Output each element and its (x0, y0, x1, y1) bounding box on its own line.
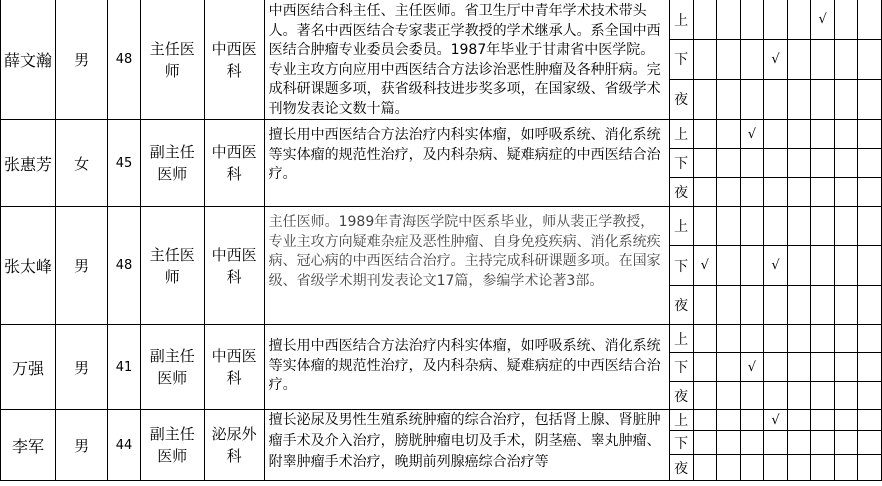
doctor-gender: 男 (56, 325, 108, 410)
doctor-department: 中西医 科 (204, 325, 264, 410)
shift-label-afternoon: 下 (669, 149, 693, 178)
doctor-name: 万强 (1, 325, 56, 410)
doctor-description: 擅长泌尿及男性生殖系统肿瘤的综合治疗，包括肾上腺、肾脏肿瘤手术及介入治疗，膀胱肿瘤电切及手术，阴茎癌、睾丸肿瘤、附睾肿瘤手术治疗，晚期前列腺癌综合治疗等 (264, 410, 669, 481)
doctor-name: 李军 (1, 410, 56, 481)
shift-label-afternoon: 下 (669, 431, 693, 455)
check-mark: √ (693, 246, 717, 286)
shift-label-morning: 上 (669, 120, 693, 149)
shift-label-morning: 上 (669, 207, 693, 246)
doctor-department: 中西医 科 (204, 207, 264, 325)
shift-label-night: 夜 (669, 455, 693, 481)
doctor-age: 48 (108, 207, 141, 325)
shift-label-afternoon: 下 (669, 40, 693, 79)
shift-label-afternoon: 下 (669, 353, 693, 382)
doctor-age: 44 (108, 410, 141, 481)
doctor-name: 薛文瀚 (1, 0, 56, 120)
check-mark: √ (764, 246, 788, 286)
check-mark: √ (811, 0, 835, 40)
doctor-description: 主任医师。1989年青海医学院中医系毕业，师从裴正学教授，专业主攻方向疑难杂症及恶性肿瘤、自身免疫疾病、消化系统疾病、冠心病的中西医结合治疗。主持完成科研课题多项。在国家级、省级学术期刊发表论文17篇，参编学术论著3部。 (264, 207, 669, 325)
doctor-gender: 男 (56, 0, 108, 120)
doctor-gender: 男 (56, 410, 108, 481)
doctor-department: 泌尿外 科 (204, 410, 264, 481)
table-row (1, 120, 882, 149)
doctor-age: 41 (108, 325, 141, 410)
table-row (1, 325, 882, 353)
table-row (1, 0, 882, 40)
shift-label-night: 夜 (669, 382, 693, 410)
doctor-age: 45 (108, 120, 141, 207)
check-mark: √ (764, 410, 788, 431)
doctor-age: 48 (108, 0, 141, 120)
shift-label-morning: 上 (669, 325, 693, 353)
doctor-gender: 女 (56, 120, 108, 207)
check-mark: √ (740, 120, 764, 149)
doctor-description: 擅长用中西医结合方法治疗内科实体瘤，如呼吸系统、消化系统等实体瘤的规范性治疗，及内科杂病、疑难病症的中西医结合治疗。 (264, 325, 669, 410)
shift-label-morning: 上 (669, 0, 693, 40)
doctor-department: 中西医 科 (204, 120, 264, 207)
doctor-description: 中西医结合科主任、主任医师。省卫生厅中青年学术技术带头人。著名中西医结合专家裴正学教授的学术继承人。系全国中西医结合肿瘤专业委员会委员。1987年毕业于甘肃省中医学院。专业主攻方向应用中西医结合方法诊治恶性肿瘤及各种肝病。完成科研课题多项，获省级科技进步奖多项，在国家级、省级学术刊物发表论文数十篇。 (264, 0, 669, 120)
doctor-name: 张惠芳 (1, 120, 56, 207)
check-mark: √ (740, 353, 764, 382)
table-row (1, 207, 882, 246)
doctor-title: 主任医 师 (140, 207, 204, 325)
doctor-title: 副主任 医师 (140, 120, 204, 207)
doctor-title: 主任医 师 (140, 0, 204, 120)
doctor-description: 擅长用中西医结合方法治疗内科实体瘤，如呼吸系统、消化系统等实体瘤的规范性治疗，及内科杂病、疑难病症的中西医结合治疗。 (264, 120, 669, 207)
doctor-name: 张太峰 (1, 207, 56, 325)
check-mark: √ (764, 40, 788, 79)
shift-label-morning: 上 (669, 410, 693, 431)
shift-label-night: 夜 (669, 79, 693, 119)
doctor-title: 副主任 医师 (140, 325, 204, 410)
doctor-gender: 男 (56, 207, 108, 325)
table-row (1, 410, 882, 431)
shift-label-afternoon: 下 (669, 246, 693, 286)
shift-label-night: 夜 (669, 178, 693, 207)
doctor-title: 副主任 医师 (140, 410, 204, 481)
doctor-department: 中西医 科 (204, 0, 264, 120)
shift-label-night: 夜 (669, 286, 693, 325)
